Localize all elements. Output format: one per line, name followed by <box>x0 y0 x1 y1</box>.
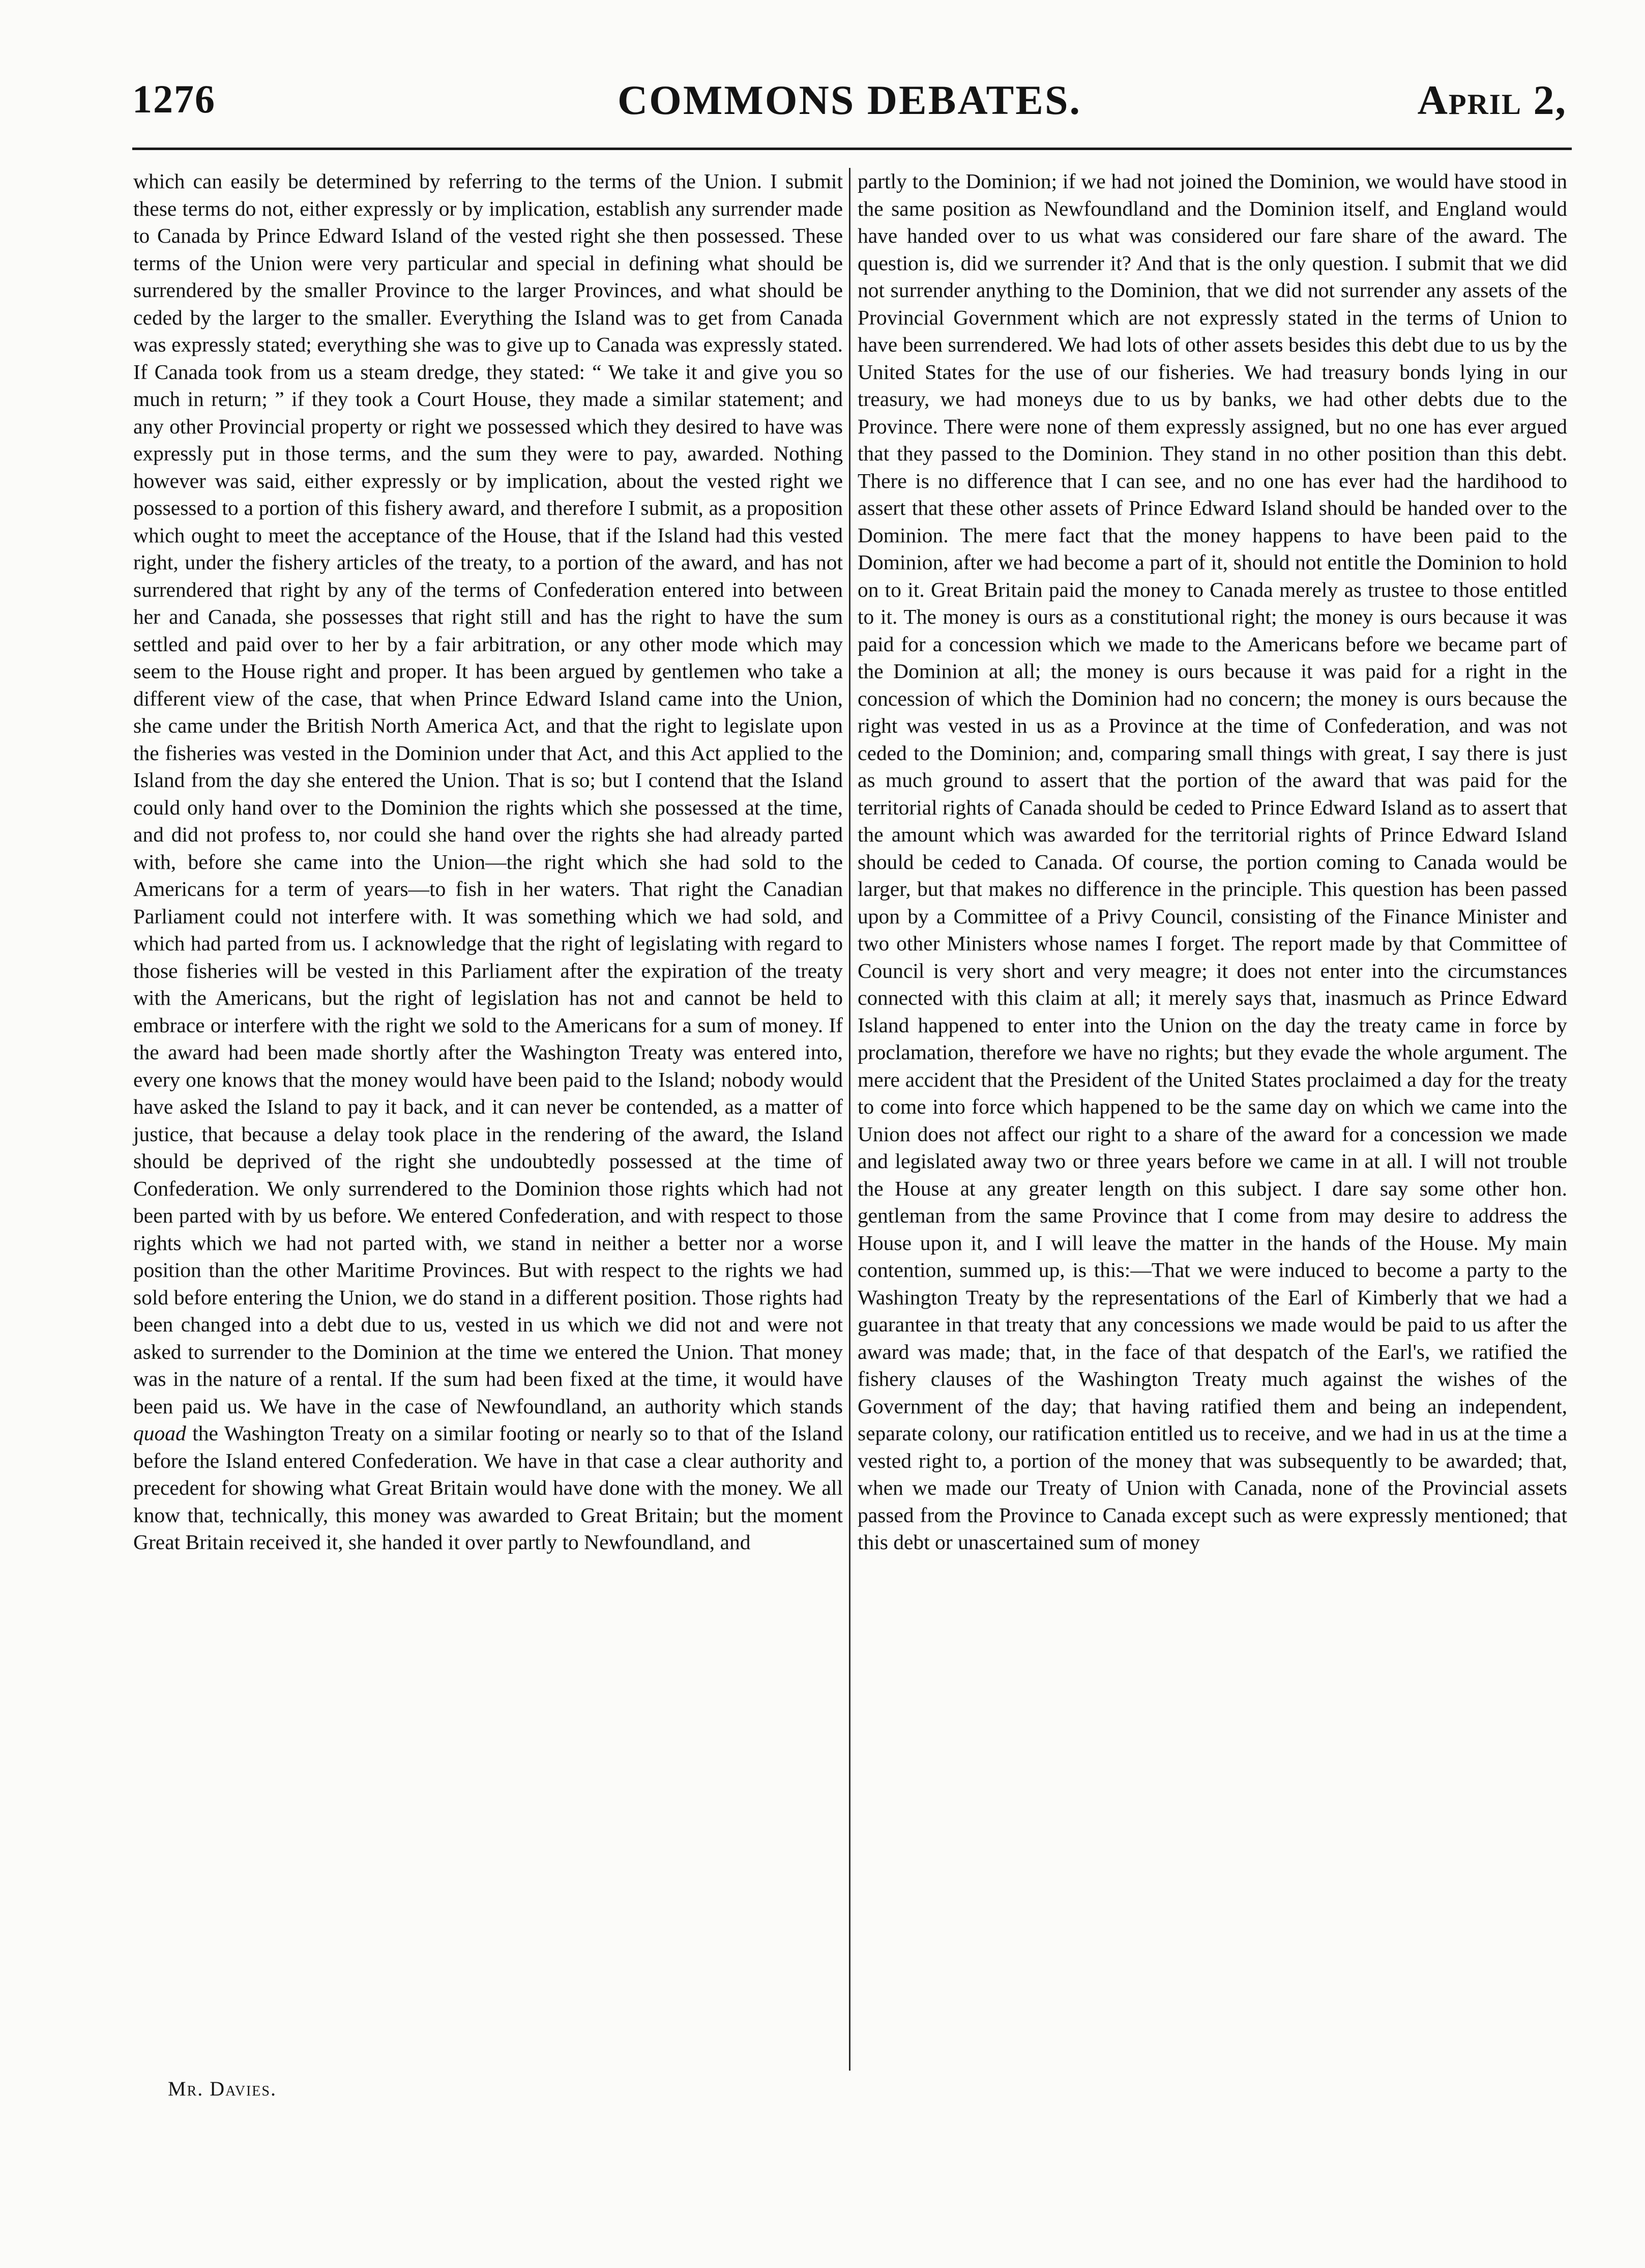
left-column-text <box>133 168 843 1556</box>
header-rule <box>132 148 1572 150</box>
right-column <box>858 168 1567 1556</box>
page-date: April 2, <box>1417 77 1567 123</box>
left-text-part-1: which can easily be determined by referring to the terms of the Union. I submit these terms do not, either expressly or by implication, establish any surrender made to Canada by Prince Edward Island of the vested right she then possessed. These terms of the Union were very particular and special in defining what should be surrendered by the smaller Province to the larger Provinces, and what should be ceded by the larger to the smaller. Everything the Island was to get from Canada was expressly stated; everything she was to give up to Canada was expressly stated. If Canada took from us a steam dredge, they stated: “ We take it and give you so much in return; ” if they took a Court House, they made a similar statement; and any other Provincial property or right we possessed which they desired to have was expressly put in those terms, and the sum they were to pay, awarded. Nothing however was said, either expressly or by implication, about the vested right we possessed to a portion of this fishery award, and therefore I submit, as a proposition which ought to meet the acceptance of the House, that if the Island had this vested right, under the fishery articles of the treaty, to a portion of the award, and has not surrendered that right by any of the terms of Confederation entered into between her and Canada, she possesses that right still and has the right to have the sum settled and paid over to her by a fair arbitration, or any other mode which may seem to the House right and proper. It has been argued by gentlemen who take a different view of the case, that when Prince Edward Island came into the Union, she came under the British North America Act, and that the right to legislate upon the fisheries was vested in the Dominion under that Act, and this Act applied to the Island from the day she entered the Union. That is so; but I contend that the Island could only hand over to the Dominion the rights which she possessed at the time, and did not profess to, nor could she hand over the rights she had already parted with, before she came into the Union—the right which she had sold to the Americans for a term of years—to fish in her waters. That right the Canadian Parliament could not interfere with. It was something which we had sold, and which had parted from us. I acknowledge that the right of legislating with regard to those fisheries will be vested in this Parliament after the expiration of the treaty with the Americans, but the right of legislation has not and cannot be held to embrace or interfere with the right we sold to the Americans for a sum of money. If the award had been made shortly after the Washington Treaty was entered into, every one knows that the money would have been paid to the Island; nobody would have asked the Island to pay it back, and it can never be contended, as a matter of justice, that because a delay took place in the rendering of the award, the Island should be deprived of the right she undoubtedly possessed at the time of Confederation. We only surrendered to the Dominion those rights which had not been parted with by us before. We entered Confederation, and with respect to those rights which we had not parted with, we stand in neither a better nor a worse position than the other Maritime Provinces. But with respect to the rights we had sold before entering the Union, we do stand in a different position. Those rights had been changed into a debt due to us, vested in us which we did not and were not asked to surrender to the Dominion at the time we entered the Union. That money was in the nature of a rental. If the sum had been fixed at the time, it would have been paid us. We have in the case of Newfoundland, an authority which stands <box>133 169 843 1418</box>
page-header <box>132 76 1567 137</box>
right-column-text: partly to the Dominion; if we had not joined the Dominion, we would have stood in the same position as Newfoundland and the Dominion itself, and England would have handed over to us what was considered our fare share of the award. The question is, did we surrender it? And that is the only question. I submit that we did not surrender anything to the Dominion, that we did not surrender any assets of the Provincial Government which are not expressly stated in the terms of Union to have been surrendered. We had lots of other assets besides this debt due to us by the United States for the use of our fisheries. We had treasury bonds lying in our treasury, we had moneys due to us by banks, we had other debts due to the Province. There were none of them expressly assigned, but no one has ever argued that they passed to the Dominion. They stand in no other position than this debt. There is no difference that I can see, and no one has ever had the hardihood to assert that these other assets of Prince Edward Island should be handed over to the Dominion. The mere fact that the money happens to have been paid to the Dominion, after we had become a part of it, should not entitle the Dominion to hold on to it. Great Britain paid the money to Canada merely as trustee to those entitled to it. The money is ours as a constitutional right; the money is ours because it was paid for a concession which we made to the Americans before we became part of the Dominion at all; the money is ours because it was paid for a right in the concession of which the Dominion had no concern; the money is ours because the right was vested in us as a Province at the time of Confederation, and was not ceded to the Dominion; and, comparing small things with great, I say there is just as much ground to assert that the portion of the award that was paid for the territorial rights of Canada should be ceded to Prince Edward Island as to assert that the amount which was awarded for the territorial rights of Prince Edward Island should be ceded to Canada. Of course, the portion coming to Canada would be larger, but that makes no difference in the principle. This question has been passed upon by a Committee of a Privy Council, consisting of the Finance Minister and two other Ministers whose names I forget. The report made by that Committee of Council is very short and very meagre; it does not enter into the circumstances connected with this claim at all; it merely says that, inasmuch as Prince Edward Island happened to enter into the Union on the day the treaty came in force by proclamation, therefore we have no rights; but they evade the whole argument. The mere accident that the President of the United States proclaimed a day for the treaty to come into force which happened to be the same day on which we came into the Union does not affect our right to a share of the award for a concession we made and legislated away two or three years before we came in at all. I will not trouble the House at any greater length on this subject. I dare say some other hon. gentleman from the same Province that I come from may desire to address the House upon it, and I will leave the matter in the hands of the House. My main contention, summed up, is this:—That we were induced to become a party to the Washington Treaty by the representations of the Earl of Kimberly that we had a guarantee in that treaty that any concessions we made would be paid to us after the award was made; that, in the face of that despatch of the Earl's, we ratified the fishery clauses of the Washington Treaty much against the wishes of the Government of the day; that having ratified them and being an independent, separate colony, our ratification entitled us to receive, and we had in us at the time a vested right to, a portion of the money that was subsequently to be awarded; that, when we made our Treaty of Union with Canada, none of the Provincial assets passed from the Province to Canada except such as were expressly mentioned; that this debt or unascertained sum of money <box>858 169 1567 1554</box>
left-text-part-2: the Washington Treaty on a similar footing or nearly so to that of the Island before the Island entered Confederation. We have in that case a clear authority and precedent for showing what Great Britain would have done with the money. We all know that, technically, this money was awarded to Great Britain; but the moment Great Britain received it, she handed it over partly to Newfoundland, and <box>133 1421 843 1554</box>
column-divider <box>849 168 850 2071</box>
page-number: 1276 <box>132 77 216 121</box>
left-column <box>133 168 843 1556</box>
left-text-italic: quoad <box>133 1421 186 1445</box>
publication-title: COMMONS DEBATES. <box>617 77 1082 123</box>
speaker-footer: Mr. Davies. <box>168 2077 277 2100</box>
